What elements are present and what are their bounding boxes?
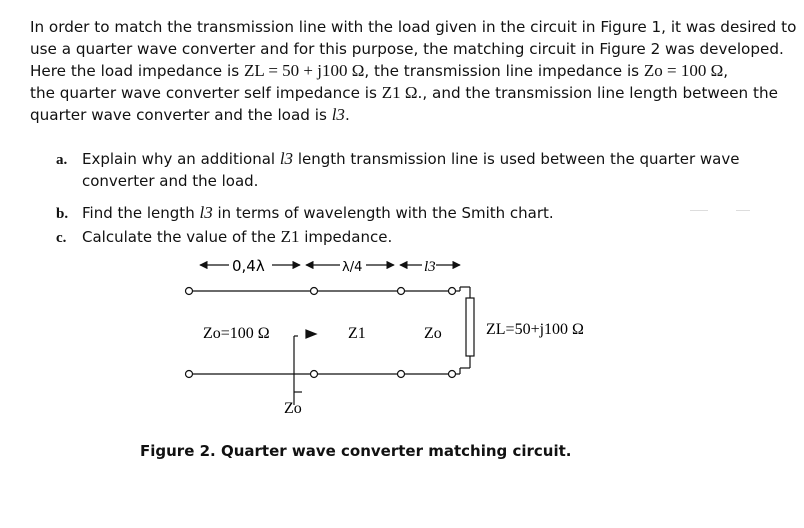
intro-line-5: quarter wave converter and the load is l3. [30, 105, 350, 124]
load-impedance-label: ZL=50+j100 Ω [486, 321, 584, 338]
converter-impedance-symbol: Z1 Ω [381, 83, 418, 102]
intro-line-1: In order to match the transmission line with the load given in the circuit in Figure 1, it was desired to [30, 18, 797, 36]
question-a: a. Explain why an additional l3 length transmission line is used between the quarter wave converter and the load. [56, 149, 740, 190]
converter-impedance-label: Z1 [348, 325, 366, 342]
length-label-04-lambda: 0,4λ [232, 257, 265, 275]
intro-line-4: the quarter wave converter self impedance is Z1 Ω., and the transmission line length between the [30, 83, 778, 102]
length-label-quarter-lambda: λ/4 [342, 260, 363, 275]
question-b: b. Find the length l3 in terms of wavelength with the Smith chart. [56, 203, 554, 222]
line-impedance-mid-label: Zo [424, 325, 442, 342]
intro-line-3: Here the load impedance is ZL = 50 + j100 Ω, the transmission line impedance is Zo = 100 Ω, [30, 61, 729, 80]
length-symbol: l3 [331, 105, 345, 124]
figure-caption: Figure 2. Quarter wave converter matching circuit. [140, 442, 572, 460]
line-impedance-equation: Zo = 100 Ω [643, 61, 724, 80]
intro-line-2: use a quarter wave converter and for this purpose, the matching circuit in Figure 2 was developed. [30, 40, 784, 58]
top-rail [186, 287, 471, 295]
stub-marker [294, 330, 316, 405]
line-impedance-bottom-label: Zo [284, 400, 302, 417]
length-label-l3: l3 [424, 259, 436, 275]
line-impedance-left-label: Zo=100 Ω [203, 325, 270, 342]
bottom-rail [186, 368, 471, 378]
load-impedance-equation: ZL = 50 + j100 Ω [243, 61, 365, 80]
load-resistor [466, 298, 474, 356]
question-c: c. Calculate the value of the Z1 impedance. [56, 227, 393, 246]
